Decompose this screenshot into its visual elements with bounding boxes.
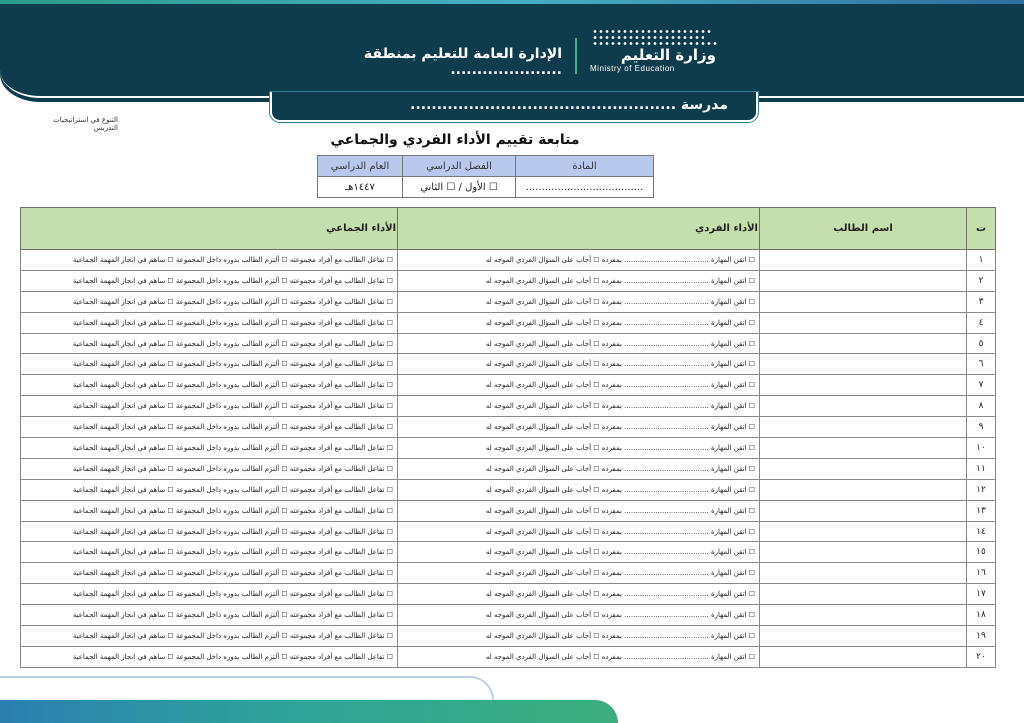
student-name-cell[interactable] (760, 291, 967, 312)
year-label: العام الدراسي (318, 156, 403, 177)
table-row (21, 312, 996, 333)
group-performance-cell[interactable]: ☐ تفاعل الطالب مع أفراد مجموعته ☐ ألتزم الطالب بدوره داخل المجموعة ☐ ساهم في انجاز المهمة الجماعية (21, 270, 398, 291)
table-body (21, 250, 996, 668)
table-row (21, 375, 996, 396)
individual-performance-cell[interactable]: ☐ اتقن المهارة ...................................... بمفرده ☐ أجاب على السؤال الفردي الموجه له (398, 646, 760, 667)
logo-divider (575, 38, 577, 74)
row-number: ١٧ (967, 584, 996, 605)
group-performance-cell[interactable]: ☐ تفاعل الطالب مع أفراد مجموعته ☐ ألتزم الطالب بدوره داخل المجموعة ☐ ساهم في انجاز المهمة الجماعية (21, 396, 398, 417)
table-row (21, 250, 996, 271)
student-name-cell[interactable] (760, 584, 967, 605)
student-name-cell[interactable] (760, 417, 967, 438)
individual-performance-cell[interactable]: ☐ اتقن المهارة ...................................... بمفرده ☐ أجاب على السؤال الفردي الموجه له (398, 291, 760, 312)
footer-curve (0, 676, 494, 700)
individual-performance-cell[interactable]: ☐ اتقن المهارة ...................................... بمفرده ☐ أجاب على السؤال الفردي الموجه له (398, 458, 760, 479)
individual-performance-cell[interactable]: ☐ اتقن المهارة ...................................... بمفرده ☐ أجاب على السؤال الفردي الموجه له (398, 333, 760, 354)
student-name-cell[interactable] (760, 250, 967, 271)
row-number: ١٤ (967, 521, 996, 542)
evaluation-table (20, 207, 996, 668)
table-row (21, 291, 996, 312)
row-number: ١١ (967, 458, 996, 479)
table-row (21, 646, 996, 667)
student-name-cell[interactable] (760, 270, 967, 291)
column-header-group: الأداء الجماعي (21, 208, 398, 250)
student-name-cell[interactable] (760, 396, 967, 417)
admin-title: الإدارة العامة للتعليم بمنطقة ..................... (363, 46, 562, 78)
group-performance-cell[interactable]: ☐ تفاعل الطالب مع أفراد مجموعته ☐ ألتزم الطالب بدوره داخل المجموعة ☐ ساهم في انجاز المهمة الجماعية (21, 417, 398, 438)
table-row (21, 270, 996, 291)
logo-english-text: Ministry of Education (590, 64, 675, 73)
logo-arabic-text: وزارة التعليم (620, 46, 716, 64)
row-number: ١٥ (967, 542, 996, 563)
group-performance-cell[interactable]: ☐ تفاعل الطالب مع أفراد مجموعته ☐ ألتزم الطالب بدوره داخل المجموعة ☐ ساهم في انجاز المهمة الجماعية (21, 500, 398, 521)
group-performance-cell[interactable]: ☐ تفاعل الطالب مع أفراد مجموعته ☐ ألتزم الطالب بدوره داخل المجموعة ☐ ساهم في انجاز المهمة الجماعية (21, 563, 398, 584)
group-performance-cell[interactable]: ☐ تفاعل الطالب مع أفراد مجموعته ☐ ألتزم الطالب بدوره داخل المجموعة ☐ ساهم في انجاز المهمة الجماعية (21, 312, 398, 333)
table-row (21, 521, 996, 542)
student-name-cell[interactable] (760, 354, 967, 375)
individual-performance-cell[interactable]: ☐ اتقن المهارة ...................................... بمفرده ☐ أجاب على السؤال الفردي الموجه له (398, 479, 760, 500)
column-header-individual: الأداء الفردي (398, 208, 760, 250)
student-name-cell[interactable] (760, 542, 967, 563)
individual-performance-cell[interactable]: ☐ اتقن المهارة ...................................... بمفرده ☐ أجاب على السؤال الفردي الموجه له (398, 438, 760, 459)
school-name: مدرسة .................................................. (410, 97, 728, 113)
page-title: متابعة تقييم الأداء الفردي والجماعي (330, 132, 580, 148)
table-row (21, 417, 996, 438)
individual-performance-cell[interactable]: ☐ اتقن المهارة ...................................... بمفرده ☐ أجاب على السؤال الفردي الموجه له (398, 626, 760, 647)
row-number: ٦ (967, 354, 996, 375)
student-name-cell[interactable] (760, 563, 967, 584)
individual-performance-cell[interactable]: ☐ اتقن المهارة ...................................... بمفرده ☐ أجاب على السؤال الفردي الموجه له (398, 270, 760, 291)
info-table (317, 155, 654, 198)
individual-performance-cell[interactable]: ☐ اتقن المهارة ...................................... بمفرده ☐ أجاب على السؤال الفردي الموجه له (398, 605, 760, 626)
table-row (21, 458, 996, 479)
table-row (21, 396, 996, 417)
individual-performance-cell[interactable]: ☐ اتقن المهارة ...................................... بمفرده ☐ أجاب على السؤال الفردي الموجه له (398, 563, 760, 584)
term-value[interactable]: ☐ الأول / ☐ الثاني (403, 177, 516, 198)
row-number: ١٨ (967, 605, 996, 626)
table-row (21, 479, 996, 500)
table-row (21, 626, 996, 647)
row-number: ١٦ (967, 563, 996, 584)
group-performance-cell[interactable]: ☐ تفاعل الطالب مع أفراد مجموعته ☐ ألتزم الطالب بدوره داخل المجموعة ☐ ساهم في انجاز المهمة الجماعية (21, 605, 398, 626)
table-row (21, 500, 996, 521)
row-number: ١٣ (967, 500, 996, 521)
student-name-cell[interactable] (760, 605, 967, 626)
individual-performance-cell[interactable]: ☐ اتقن المهارة ...................................... بمفرده ☐ أجاب على السؤال الفردي الموجه له (398, 542, 760, 563)
individual-performance-cell[interactable]: ☐ اتقن المهارة ...................................... بمفرده ☐ أجاب على السؤال الفردي الموجه له (398, 312, 760, 333)
student-name-cell[interactable] (760, 312, 967, 333)
student-name-cell[interactable] (760, 626, 967, 647)
group-performance-cell[interactable]: ☐ تفاعل الطالب مع أفراد مجموعته ☐ ألتزم الطالب بدوره داخل المجموعة ☐ ساهم في انجاز المهمة الجماعية (21, 521, 398, 542)
student-name-cell[interactable] (760, 521, 967, 542)
group-performance-cell[interactable]: ☐ تفاعل الطالب مع أفراد مجموعته ☐ ألتزم الطالب بدوره داخل المجموعة ☐ ساهم في انجاز المهمة الجماعية (21, 291, 398, 312)
group-performance-cell[interactable]: ☐ تفاعل الطالب مع أفراد مجموعته ☐ ألتزم الطالب بدوره داخل المجموعة ☐ ساهم في انجاز المهمة الجماعية (21, 375, 398, 396)
group-performance-cell[interactable]: ☐ تفاعل الطالب مع أفراد مجموعته ☐ ألتزم الطالب بدوره داخل المجموعة ☐ ساهم في انجاز المهمة الجماعية (21, 584, 398, 605)
footer-band (0, 700, 618, 723)
table-row (21, 333, 996, 354)
year-value[interactable]: ١٤٤٧هـ (318, 177, 403, 198)
group-performance-cell[interactable]: ☐ تفاعل الطالب مع أفراد مجموعته ☐ ألتزم الطالب بدوره داخل المجموعة ☐ ساهم في انجاز المهمة الجماعية (21, 479, 398, 500)
column-header-number: ت (967, 208, 996, 250)
logo-dots-icon (592, 30, 718, 45)
row-number: ٤ (967, 312, 996, 333)
subject-value[interactable]: ..................................... (516, 177, 654, 198)
row-number: ١٢ (967, 479, 996, 500)
group-performance-cell[interactable]: ☐ تفاعل الطالب مع أفراد مجموعته ☐ ألتزم الطالب بدوره داخل المجموعة ☐ ساهم في انجاز المهمة الجماعية (21, 542, 398, 563)
table-row (21, 563, 996, 584)
individual-performance-cell[interactable]: ☐ اتقن المهارة ...................................... بمفرده ☐ أجاب على السؤال الفردي الموجه له (398, 521, 760, 542)
student-name-cell[interactable] (760, 458, 967, 479)
group-performance-cell[interactable]: ☐ تفاعل الطالب مع أفراد مجموعته ☐ ألتزم الطالب بدوره داخل المجموعة ☐ ساهم في انجاز المهمة الجماعية (21, 458, 398, 479)
individual-performance-cell[interactable]: ☐ اتقن المهارة ...................................... بمفرده ☐ أجاب على السؤال الفردي الموجه له (398, 354, 760, 375)
table-row (21, 438, 996, 459)
row-number: ٢ (967, 270, 996, 291)
individual-performance-cell[interactable]: ☐ اتقن المهارة ...................................... بمفرده ☐ أجاب على السؤال الفردي الموجه له (398, 584, 760, 605)
subject-label: المادة (516, 156, 654, 177)
group-performance-cell[interactable]: ☐ تفاعل الطالب مع أفراد مجموعته ☐ ألتزم الطالب بدوره داخل المجموعة ☐ ساهم في انجاز المهمة الجماعية (21, 646, 398, 667)
individual-performance-cell[interactable]: ☐ اتقن المهارة ...................................... بمفرده ☐ أجاب على السؤال الفردي الموجه له (398, 396, 760, 417)
row-number: ٥ (967, 333, 996, 354)
row-number: ٨ (967, 396, 996, 417)
row-number: ٧ (967, 375, 996, 396)
student-name-cell[interactable] (760, 500, 967, 521)
group-performance-cell[interactable]: ☐ تفاعل الطالب مع أفراد مجموعته ☐ ألتزم الطالب بدوره داخل المجموعة ☐ ساهم في انجاز المهمة الجماعية (21, 333, 398, 354)
student-name-cell[interactable] (760, 479, 967, 500)
row-number: ١٠ (967, 438, 996, 459)
column-header-student-name: اسم الطالب (760, 208, 967, 250)
individual-performance-cell[interactable]: ☐ اتقن المهارة ...................................... بمفرده ☐ أجاب على السؤال الفردي الموجه له (398, 500, 760, 521)
group-performance-cell[interactable]: ☐ تفاعل الطالب مع أفراد مجموعته ☐ ألتزم الطالب بدوره داخل المجموعة ☐ ساهم في انجاز المهمة الجماعية (21, 626, 398, 647)
table-row (21, 542, 996, 563)
row-number: ١٩ (967, 626, 996, 647)
student-name-cell[interactable] (760, 646, 967, 667)
tagline: التنوع في استراتيجيات التدريس (53, 116, 118, 132)
student-name-cell[interactable] (760, 438, 967, 459)
table-row (21, 605, 996, 626)
school-name-bar (270, 92, 758, 122)
group-performance-cell[interactable]: ☐ تفاعل الطالب مع أفراد مجموعته ☐ ألتزم الطالب بدوره داخل المجموعة ☐ ساهم في انجاز المهمة الجماعية (21, 354, 398, 375)
table-row (21, 584, 996, 605)
individual-performance-cell[interactable]: ☐ اتقن المهارة ...................................... بمفرده ☐ أجاب على السؤال الفردي الموجه له (398, 375, 760, 396)
group-performance-cell[interactable]: ☐ تفاعل الطالب مع أفراد مجموعته ☐ ألتزم الطالب بدوره داخل المجموعة ☐ ساهم في انجاز المهمة الجماعية (21, 250, 398, 271)
student-name-cell[interactable] (760, 375, 967, 396)
row-number: ٣ (967, 291, 996, 312)
row-number: ٢٠ (967, 646, 996, 667)
row-number: ٩ (967, 417, 996, 438)
ministry-logo (584, 30, 724, 78)
student-name-cell[interactable] (760, 333, 967, 354)
individual-performance-cell[interactable]: ☐ اتقن المهارة ...................................... بمفرده ☐ أجاب على السؤال الفردي الموجه له (398, 417, 760, 438)
group-performance-cell[interactable]: ☐ تفاعل الطالب مع أفراد مجموعته ☐ ألتزم الطالب بدوره داخل المجموعة ☐ ساهم في انجاز المهمة الجماعية (21, 438, 398, 459)
individual-performance-cell[interactable]: ☐ اتقن المهارة ...................................... بمفرده ☐ أجاب على السؤال الفردي الموجه له (398, 250, 760, 271)
table-row (21, 354, 996, 375)
term-label: الفصل الدراسي (403, 156, 516, 177)
row-number: ١ (967, 250, 996, 271)
